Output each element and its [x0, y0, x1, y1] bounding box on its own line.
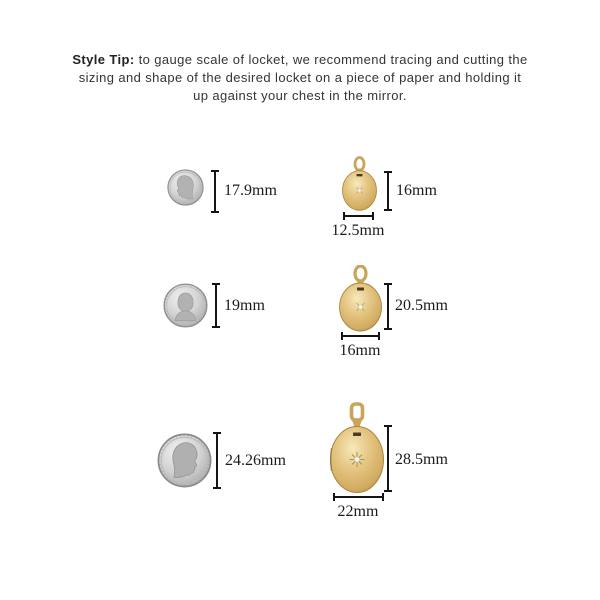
- large-locket-height-dimension-line: [387, 425, 389, 492]
- style-tip-line-2: sizing and shape of the desired locket on a piece of paper and holding it: [78, 70, 522, 85]
- medium-locket-height-label: 20.5mm: [395, 297, 448, 314]
- large-locket-width-label: 22mm: [337, 503, 379, 520]
- medium-locket-height-dimension-line: [387, 283, 389, 330]
- large-locket-height-label: 28.5mm: [395, 451, 448, 468]
- large-locket-width-dimension-line: [333, 496, 384, 498]
- small-locket-image: [342, 156, 377, 211]
- quarter-image: [157, 433, 212, 488]
- nickel-diameter-label: 19mm: [224, 297, 265, 314]
- nickel-image: [163, 283, 208, 328]
- medium-locket-image: [339, 265, 382, 332]
- style-tip-line-1: Style Tip: to gauge scale of locket, we recommend tracing and cutting the: [72, 52, 528, 67]
- style-tip-text: [65, 51, 535, 105]
- style-tip-line-3: up against your chest in the mirror.: [193, 88, 407, 103]
- dime-height-dimension-line: [214, 170, 216, 213]
- small-locket-width-label: 12.5mm: [331, 222, 385, 239]
- quarter-height-dimension-line: [216, 432, 218, 489]
- nickel-height-dimension-line: [215, 283, 217, 328]
- style-tip-label: Style Tip:: [72, 52, 135, 67]
- small-locket-width-dimension-line: [343, 215, 374, 217]
- large-locket-image: [330, 402, 384, 493]
- dime-image: [167, 169, 204, 206]
- dime-diameter-label: 17.9mm: [224, 182, 277, 199]
- medium-locket-width-label: 16mm: [339, 342, 381, 359]
- medium-locket-width-dimension-line: [341, 335, 380, 337]
- quarter-diameter-label: 24.26mm: [225, 452, 286, 469]
- small-locket-height-label: 16mm: [396, 182, 437, 199]
- small-locket-height-dimension-line: [387, 171, 389, 211]
